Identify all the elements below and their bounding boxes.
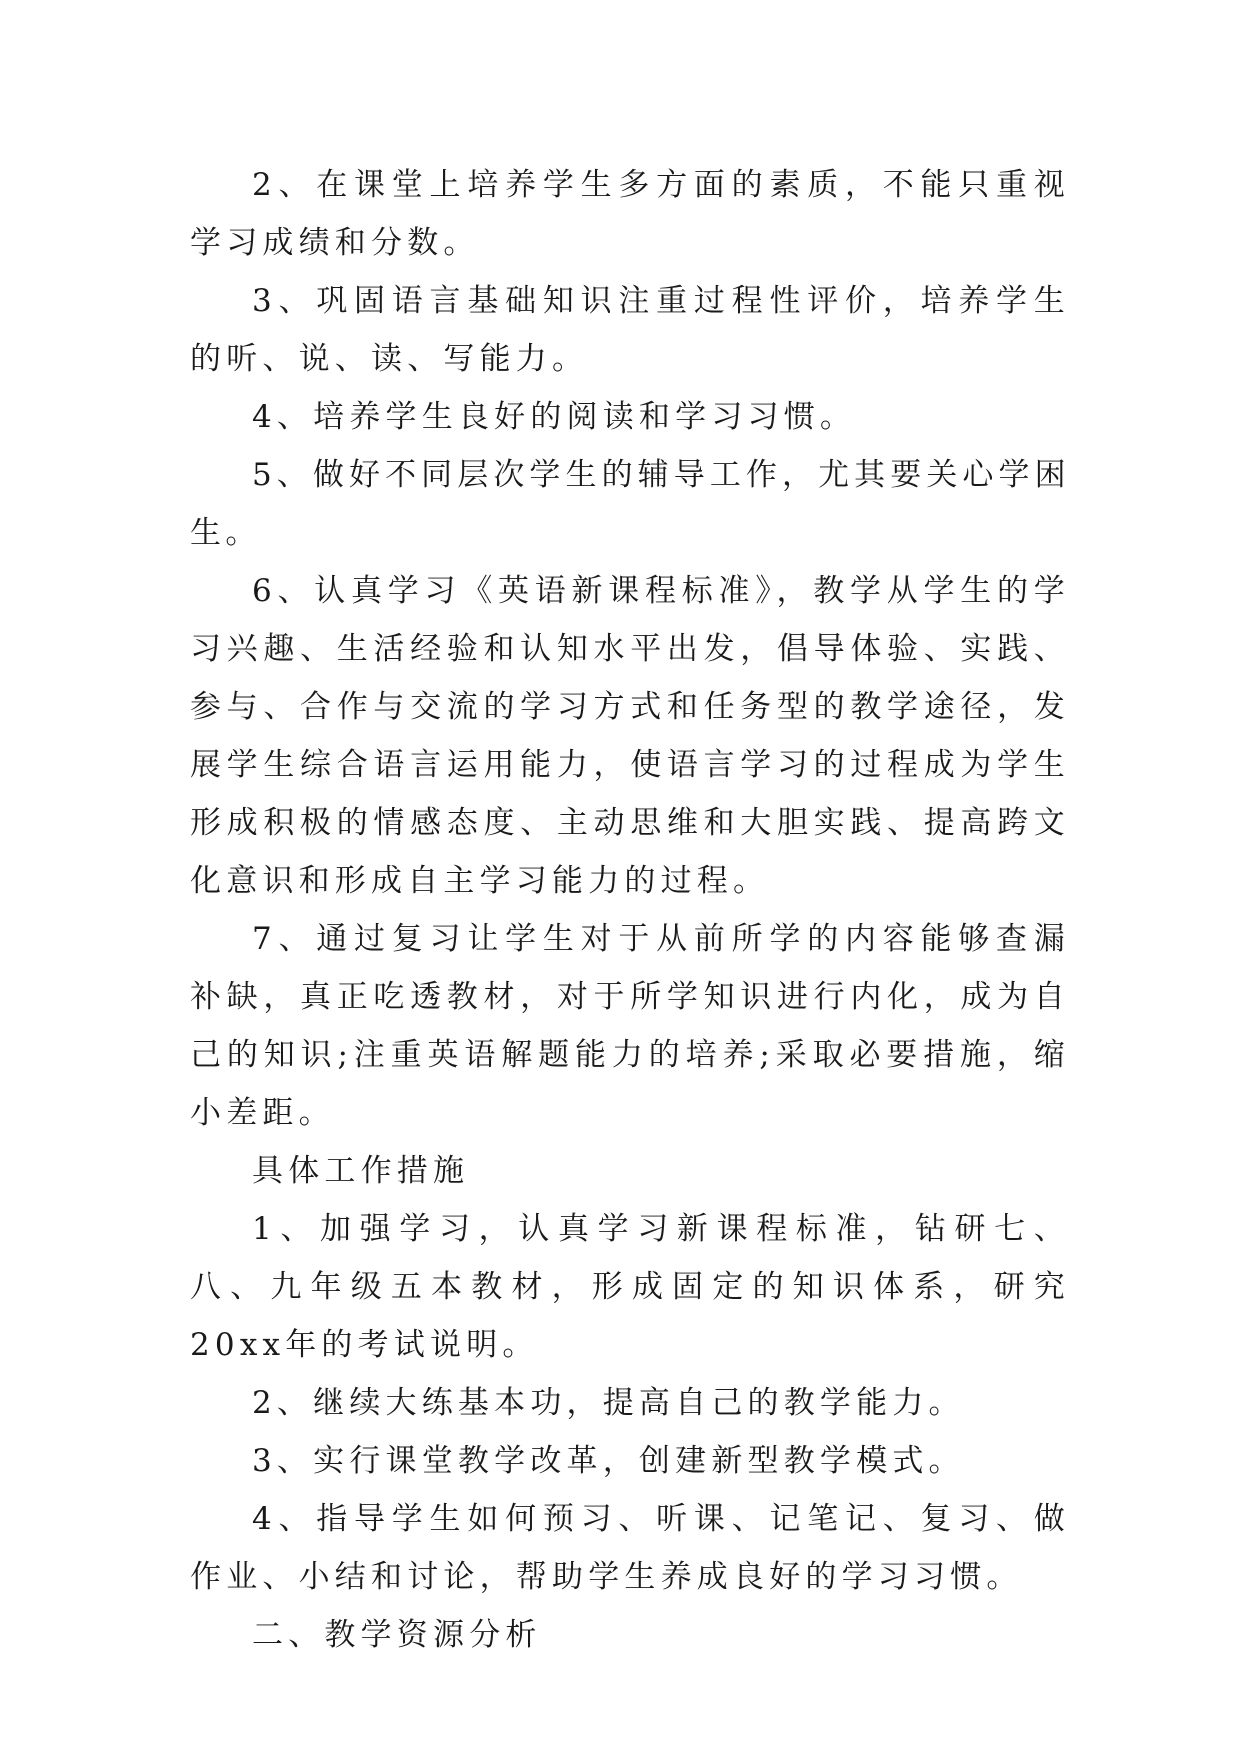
measure-item-2: 2、继续大练基本功，提高自己的教学能力。: [252, 1385, 965, 1421]
paragraph-item-6: 6、认真学习《英语新课程标准》，教学从学生的学习兴趣、生活经验和认知水平出发，倡导体验、实践、参与、合作与交流的学习方式和任务型的教学途径，发展学生综合语言运用能力，使语言学习的过程成为学生形成积极的情感态度、主动思维和大胆实践、提高跨文化意识和形成自主学习能力的过程。: [190, 573, 1070, 899]
section-heading-measures: 具体工作措施: [252, 1153, 470, 1189]
measure-item-1: 1、加强学习，认真学习新课程标准，钻研七、八、九年级五本教材，形成固定的知识体系，研究20xx年的考试说明。: [190, 1211, 1070, 1363]
measure-item-4: 4、指导学生如何预习、听课、记笔记、复习、做作业、小结和讨论，帮助学生养成良好的学习习惯。: [190, 1501, 1070, 1595]
paragraph-item-7: 7、通过复习让学生对于从前所学的内容能够查漏补缺，真正吃透教材，对于所学知识进行内化，成为自己的知识;注重英语解题能力的培养;采取必要措施，缩小差距。: [190, 921, 1070, 1131]
paragraph-item-5: 5、做好不同层次学生的辅导工作，尤其要关心学困生。: [190, 457, 1070, 551]
paragraph-item-2: 2、在课堂上培养学生多方面的素质，不能只重视学习成绩和分数。: [190, 167, 1070, 261]
document-body: [190, 156, 1070, 1664]
paragraph-item-4: 4、培养学生良好的阅读和学习习惯。: [252, 399, 857, 435]
paragraph-item-3: 3、巩固语言基础知识注重过程性评价，培养学生的听、说、读、写能力。: [190, 283, 1070, 377]
measure-item-3: 3、实行课堂教学改革，创建新型教学模式。: [252, 1443, 965, 1479]
section-heading-resources: 二、教学资源分析: [252, 1617, 542, 1653]
